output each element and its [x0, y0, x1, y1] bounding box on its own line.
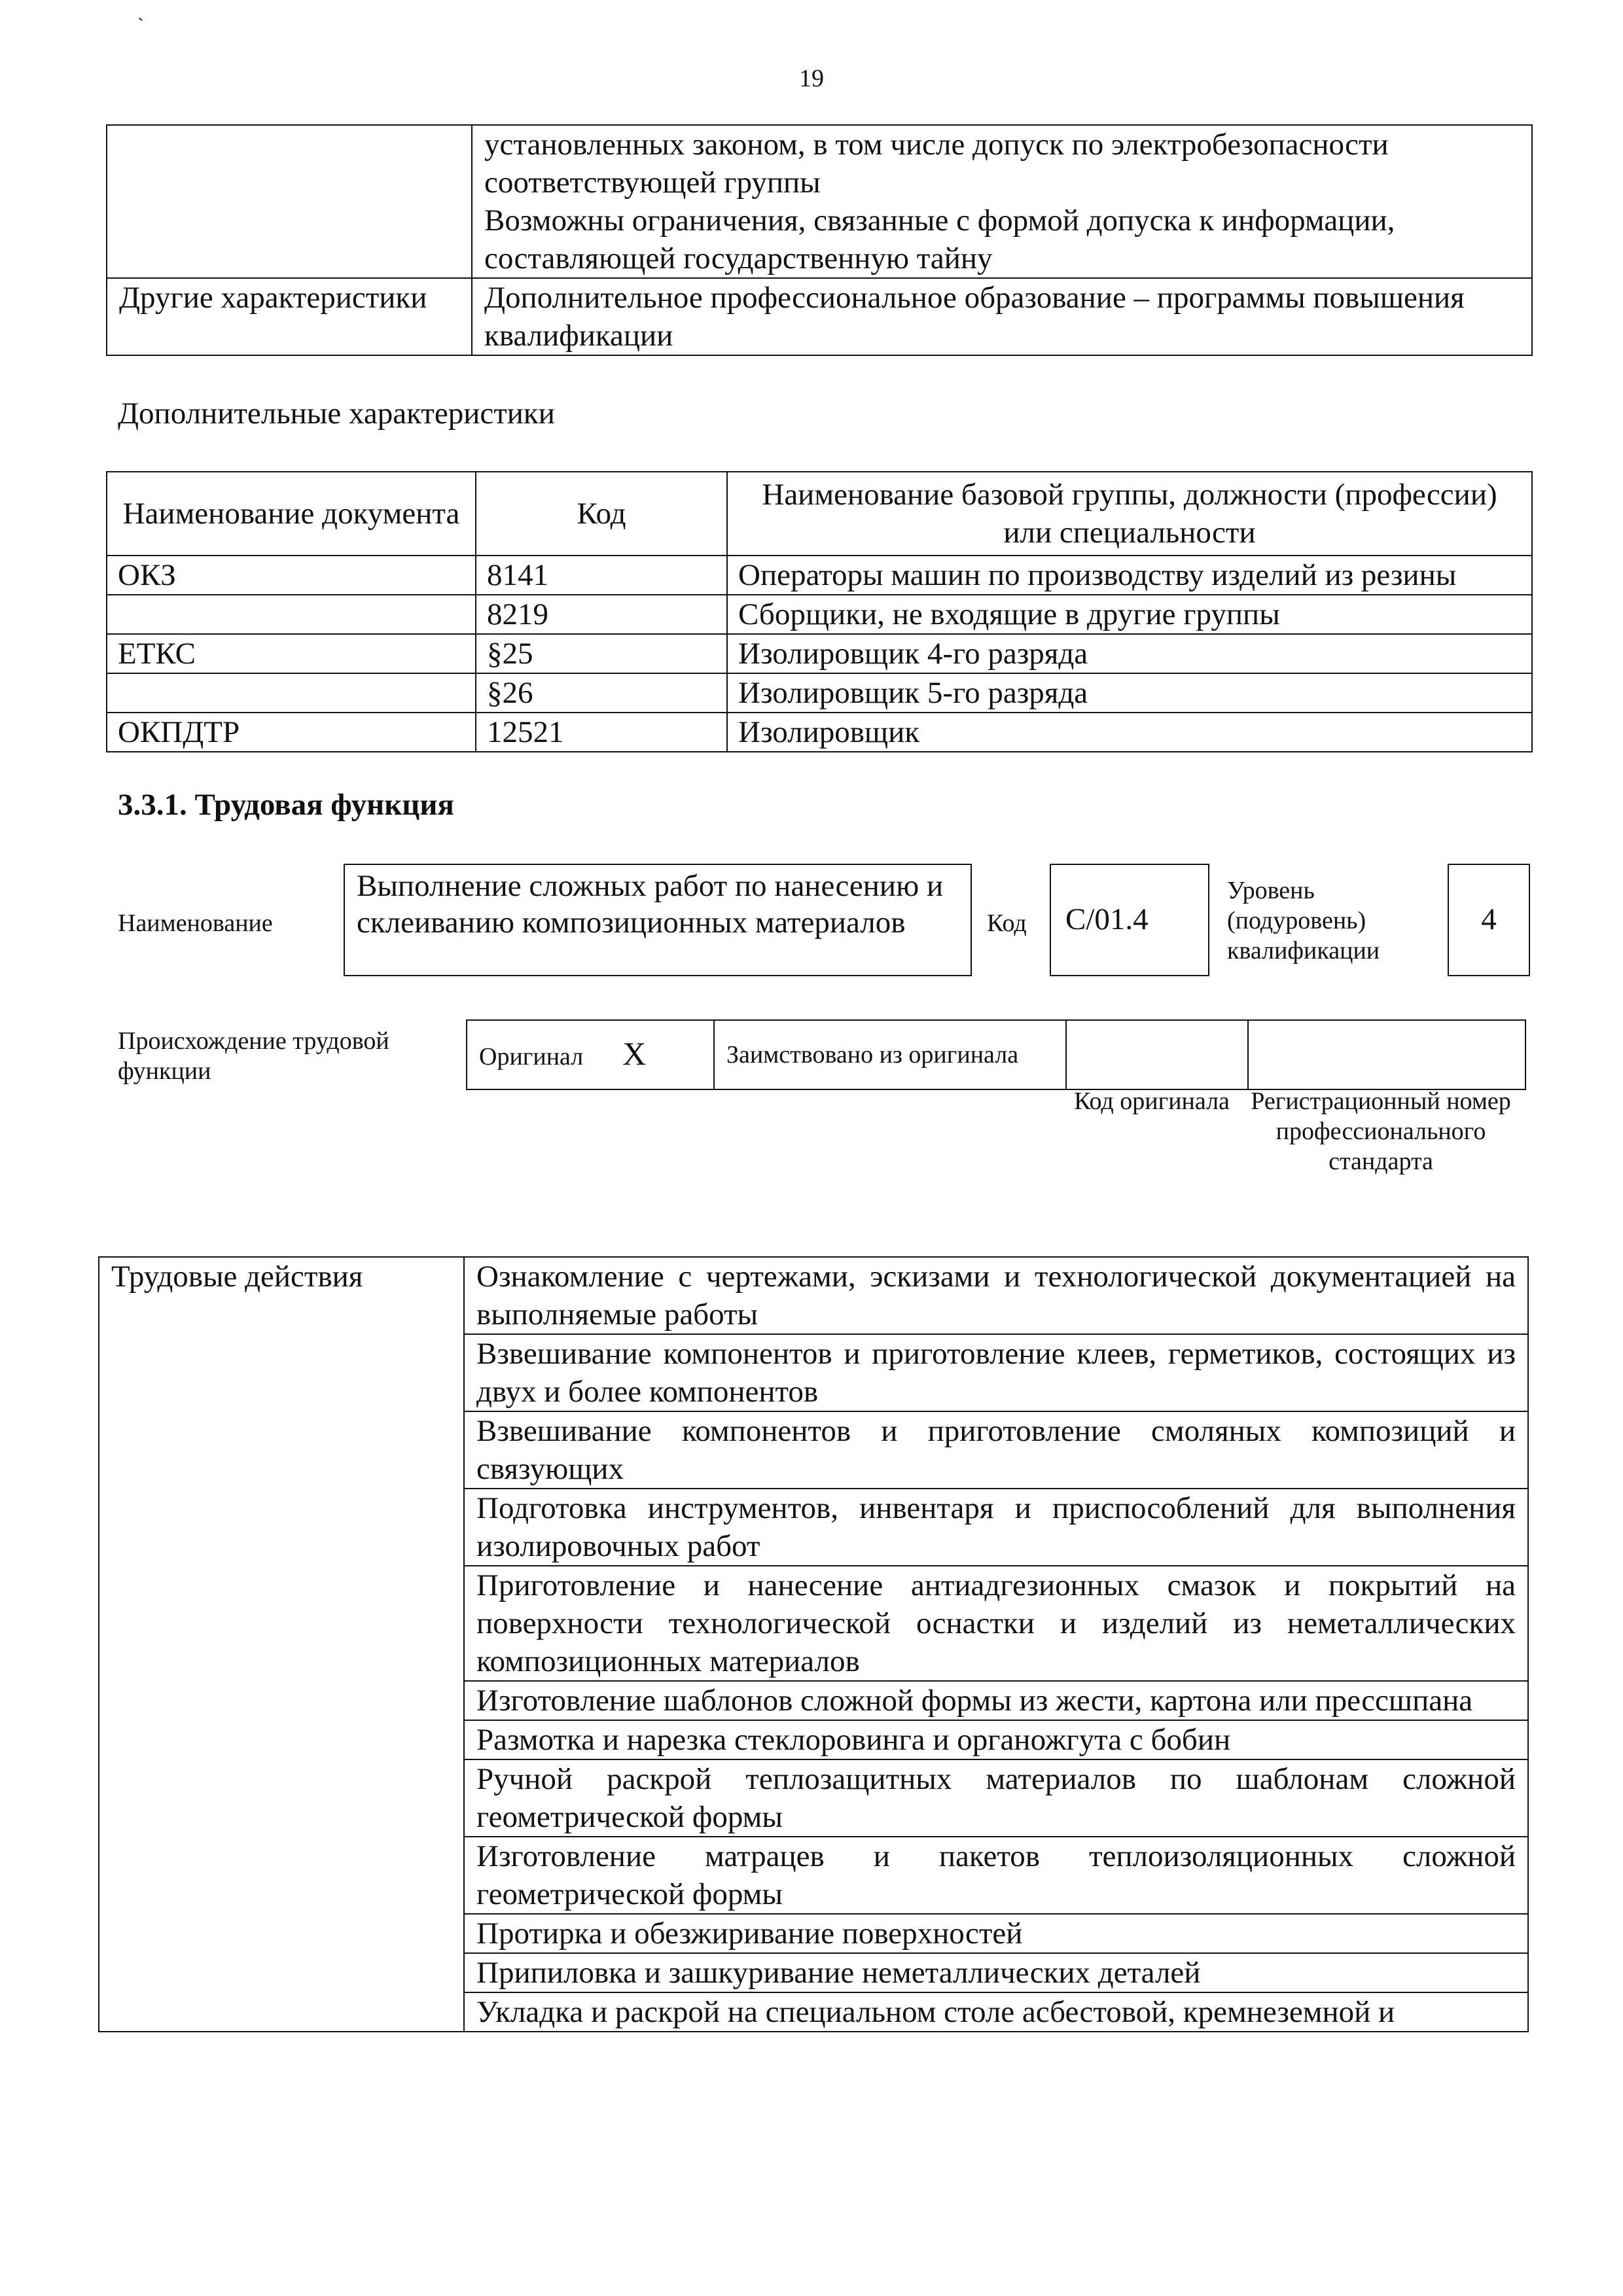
header-code: Код	[476, 472, 727, 556]
labor-actions-table	[98, 1256, 1529, 2032]
name-cell: Операторы машин по производству изделий из резины	[727, 556, 1532, 595]
labor-actions-label: Трудовые действия	[99, 1257, 464, 2032]
stray-mark: `	[137, 14, 144, 36]
empty-cell	[107, 125, 472, 278]
qualification-level-value: 4	[1448, 864, 1530, 976]
doc-cell: ОКПДТР	[107, 713, 476, 752]
code-cell: §26	[476, 673, 727, 713]
table-row	[107, 595, 1532, 634]
qualification-level-label: Уровень (подуровень) квалификации	[1227, 877, 1380, 964]
table-row	[107, 556, 1532, 595]
requirements-line: установленных законом, в том числе допуск по электробезопасности	[484, 128, 1389, 162]
qualification-requirements-table	[106, 124, 1533, 356]
function-code-value: C/01.4	[1050, 864, 1209, 976]
name-cell: Сборщики, не входящие в другие группы	[727, 595, 1532, 634]
additional-characteristics-table	[106, 471, 1533, 752]
list-item: Припиловка и зашкуривание неметаллических деталей	[464, 1953, 1528, 1992]
requirements-line: составляющей государственную тайну	[484, 241, 993, 275]
function-name-value: Выполнение сложных работ по нанесению и склеиванию композиционных материалов	[344, 864, 972, 976]
table-row	[107, 673, 1532, 713]
list-item: Укладка и раскрой на специальном столе асбестовой, кремнеземной и	[464, 1992, 1528, 2032]
code-cell: 12521	[476, 713, 727, 752]
list-item: Размотка и нарезка стеклоровинга и органожгута с бобин	[464, 1720, 1528, 1759]
origin-table	[466, 1019, 1526, 1090]
requirements-line: соответствующей группы	[484, 166, 821, 200]
header-base-group: Наименование базовой группы, должности (профессии) или специальности	[727, 472, 1532, 556]
original-code-cell	[1066, 1020, 1248, 1089]
doc-cell	[107, 673, 476, 713]
list-item: Изготовление шаблонов сложной формы из жести, картона или прессшпана	[464, 1681, 1528, 1720]
other-characteristics-label: Другие характеристики	[107, 278, 472, 355]
original-cell	[467, 1020, 714, 1089]
section-title: 3.3.1. Трудовая функция	[118, 788, 454, 822]
borrowed-label: Заимствовано из оригинала	[714, 1020, 1066, 1089]
origin-label: Происхождение трудовой функции	[118, 1027, 389, 1085]
registration-number-caption: Регистрационный номер профессионального стандарта	[1251, 1087, 1511, 1175]
page-number: 19	[799, 65, 824, 92]
original-code-caption: Код оригинала	[1074, 1087, 1230, 1115]
list-item: Взвешивание компонентов и приготовление клеев, герметиков, состоящих из двух и более компонентов	[464, 1334, 1528, 1411]
list-item: Протирка и обезжиривание поверхностей	[464, 1914, 1528, 1953]
doc-cell: ЕТКС	[107, 634, 476, 673]
code-cell: §25	[476, 634, 727, 673]
doc-cell: ОКЗ	[107, 556, 476, 595]
list-item: Приготовление и нанесение антиадгезионных смазок и покрытий на поверхности технологической оснастки и изделий из неметаллических композиционных материалов	[464, 1566, 1528, 1681]
list-item: Взвешивание компонентов и приготовление смоляных композиций и связующих	[464, 1411, 1528, 1489]
table-row	[107, 713, 1532, 752]
list-item: Ознакомление с чертежами, эскизами и технологической документацией на выполняемые работы	[464, 1257, 1528, 1334]
name-cell: Изолировщик 5-го разряда	[727, 673, 1532, 713]
doc-cell	[107, 595, 476, 634]
list-item: Ручной раскрой теплозащитных материалов по шаблонам сложной геометрической формы	[464, 1759, 1528, 1837]
additional-characteristics-heading: Дополнительные характеристики	[118, 397, 555, 431]
list-item: Подготовка инструментов, инвентаря и приспособлений для выполнения изолировочных работ	[464, 1489, 1528, 1566]
original-label: Оригинал	[479, 1042, 584, 1070]
original-mark: X	[622, 1034, 647, 1072]
other-characteristics-value: Дополнительное профессиональное образование – программы повышения квалификации	[472, 278, 1532, 355]
requirements-cell	[472, 125, 1532, 278]
name-cell: Изолировщик	[727, 713, 1532, 752]
requirements-line: Возможны ограничения, связанные с формой допуска к информации,	[484, 203, 1395, 238]
code-cell: 8141	[476, 556, 727, 595]
table-row	[107, 634, 1532, 673]
list-item: Изготовление матрацев и пакетов теплоизоляционных сложной геометрической формы	[464, 1837, 1528, 1914]
header-document: Наименование документа	[107, 472, 476, 556]
code-cell: 8219	[476, 595, 727, 634]
name-cell: Изолировщик 4-го разряда	[727, 634, 1532, 673]
function-code-label: Код	[987, 910, 1027, 937]
registration-number-cell	[1248, 1020, 1525, 1089]
function-name-label: Наименование	[118, 910, 273, 937]
